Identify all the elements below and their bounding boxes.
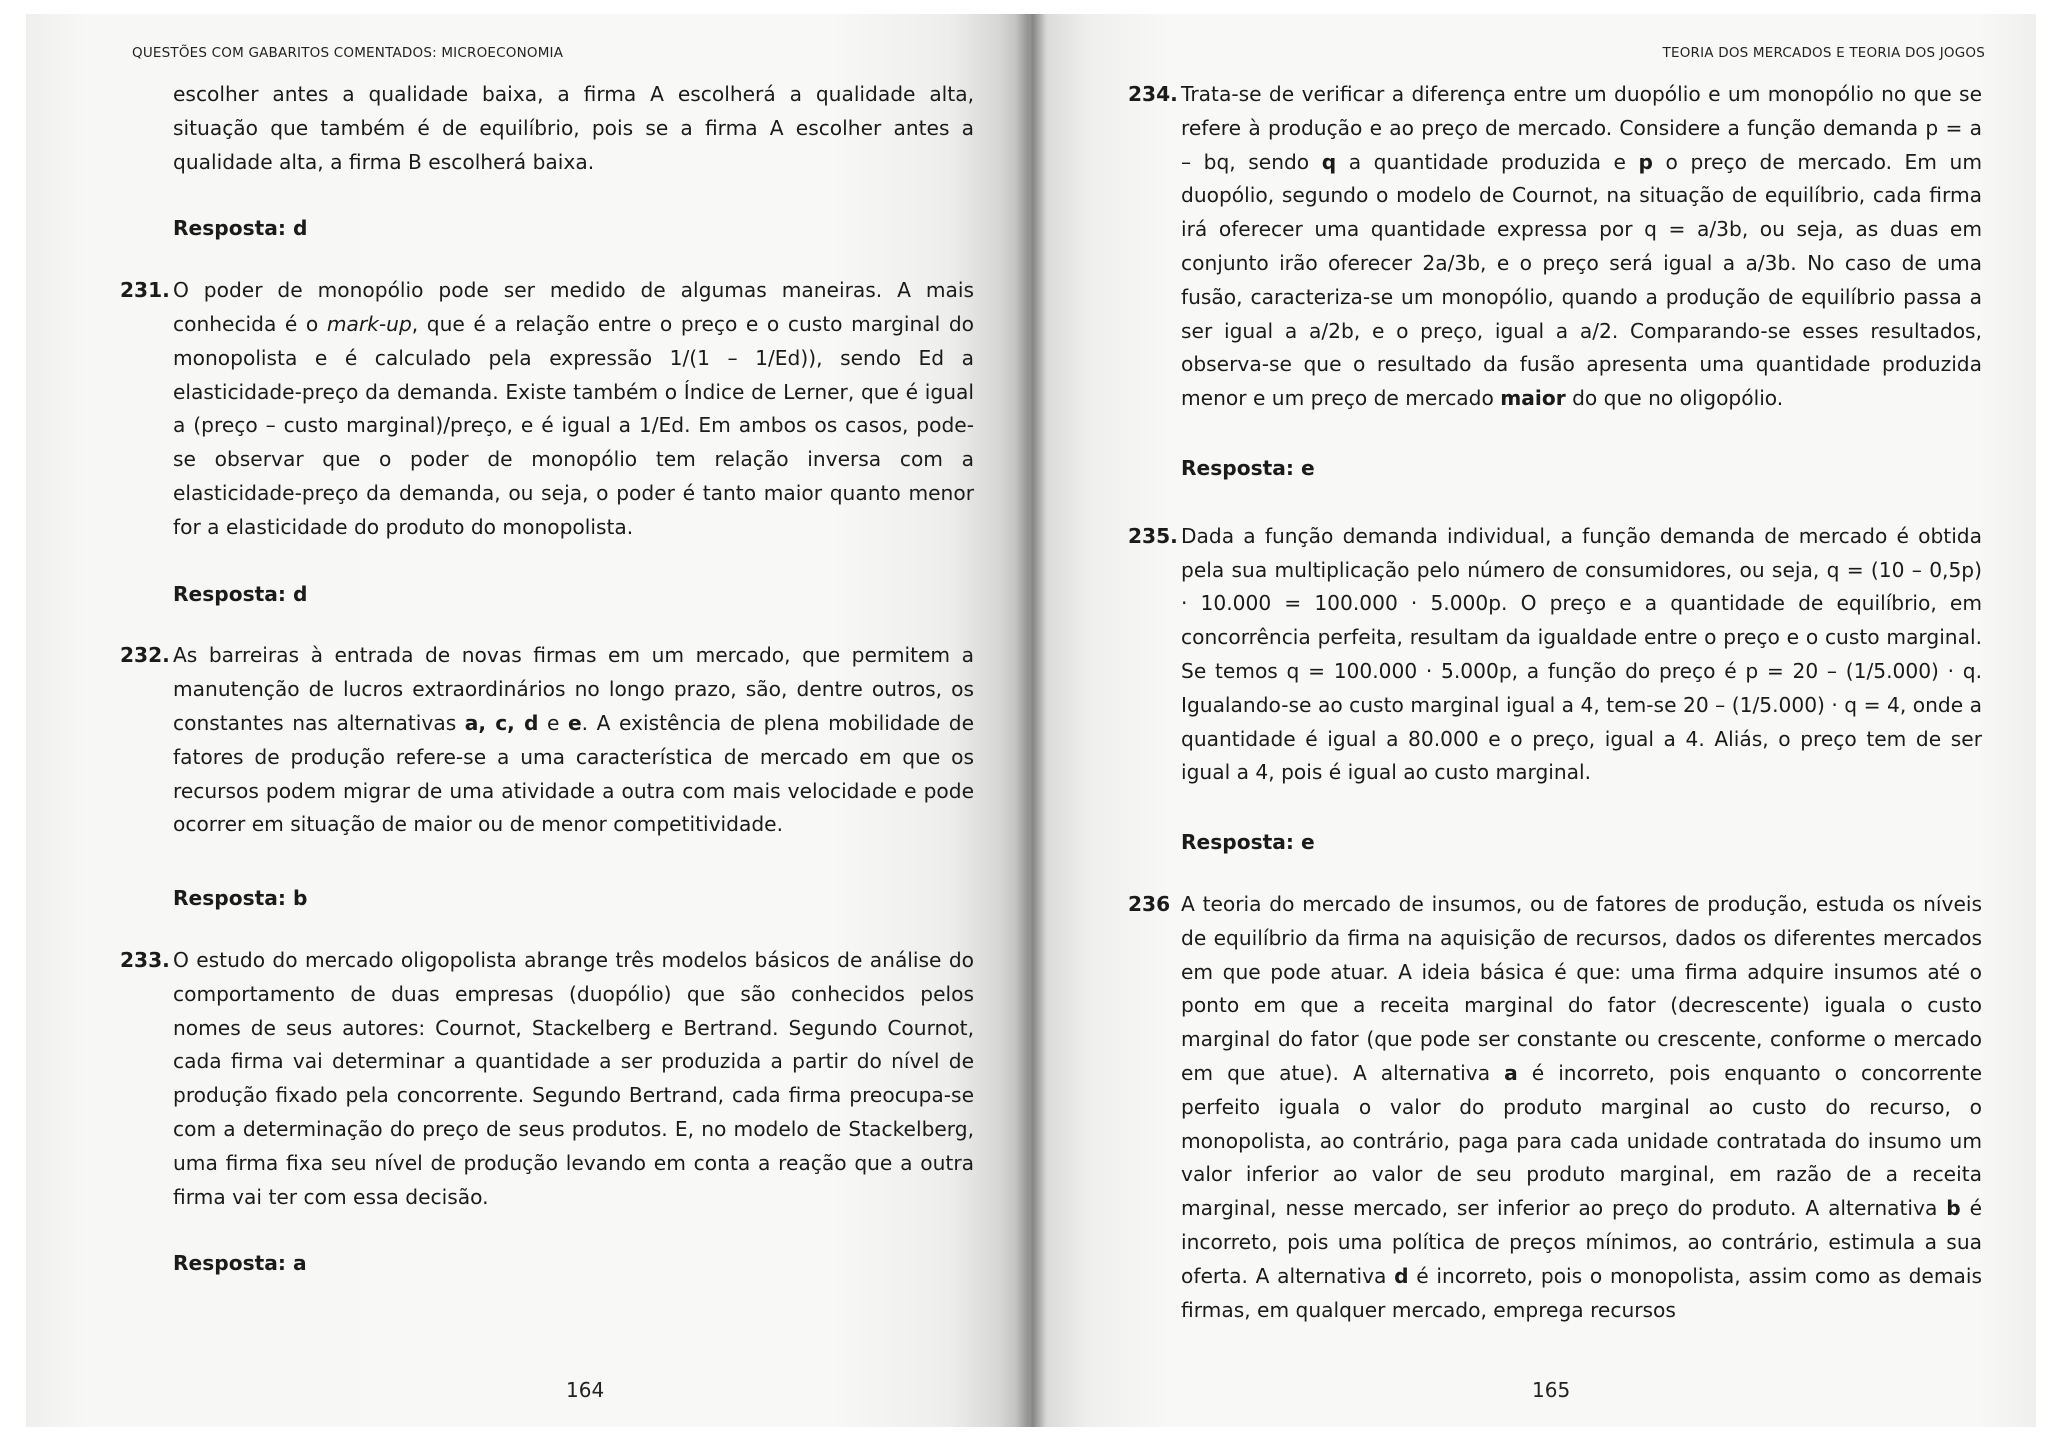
question-236 <box>1128 888 1982 1327</box>
answer-230: Resposta: d <box>173 216 308 241</box>
question-number-236: 236 <box>1128 891 1171 916</box>
question-233-text: O estudo do mercado oligopolista abrange três modelos básicos de análise do comportamento de duas empresas (duopólio) que são conhecidos pelos nomes de seus autores: Cournot, Stackelberg e Bertrand. Segundo Cournot, cada firma vai determinar a quantidade a ser produzida a partir do nível de produção fixado pela concorrente. Segundo Bertrand, cada firma preocupa-se com a determinação do preço de seus produtos. E, no modelo de Stackelberg, uma firma fixa seu nível de produção levando em conta a reação que a outra firma vai ter com essa decisão. <box>173 947 974 1209</box>
continuation-paragraph: escolher antes a qualidade baixa, a firma A escolherá a qualidade alta, situação que também é de equilíbrio, pois se a firma A escolher antes a qualidade alta, a firma B escolherá baixa. <box>173 82 974 174</box>
question-232 <box>120 639 974 842</box>
left-page <box>26 14 1029 1427</box>
running-head-left: QUESTÕES COM GABARITOS COMENTADOS: MICROECONOMIA <box>132 45 564 61</box>
question-231-text: O poder de monopólio pode ser medido de algumas maneiras. A mais conhecida é o mark-up, que é a relação entre o preço e o custo marginal do monopolista e é calculado pela expressão 1/(1 – 1/Ed)), sendo Ed a elasticidade-preço da demanda. Existe também o Índice de Lerner, que é igual a (preço – custo marginal)/preço, e é igual a 1/Ed. Em ambos os casos, pode-se observar que o poder de monopólio tem relação inversa com a elasticidade-preço da demanda, ou seja, o poder é tanto maior quanto menor for a elasticidade do produto do monopolista. <box>173 278 974 539</box>
question-234-text: Trata-se de verificar a diferença entre um duopólio e um monopólio no que se refere à produção e ao preço de mercado. Considere a função demanda p = a – bq, sendo q a quantidade produzida e p o preço de mercado. Em um duopólio, segundo o modelo de Cournot, na situação de equilíbrio, cada firma irá oferecer uma quantidade expressa por q = a/3b, ou seja, as duas em conjunto irão oferecer 2a/3b, e o preço será igual a a/3b. No caso de uma fusão, caracteriza-se um monopólio, quando a produção de equilíbrio passa a ser igual a a/2b, e o preço, igual a a/2. Comparando-se esses resultados, observa-se que o resultado da fusão apresenta uma quantidade produzida menor e um preço de mercado maior do que no oligopólio. <box>1181 82 1982 411</box>
answer-234: Resposta: e <box>1181 455 1315 480</box>
left-text-block <box>120 78 974 1309</box>
question-235 <box>1128 520 1982 790</box>
markup-term: mark-up <box>326 311 412 336</box>
question-231 <box>120 274 974 544</box>
question-233 <box>120 944 974 1214</box>
question-number-232: 232. <box>120 643 170 668</box>
answer-233: Resposta: a <box>173 1251 307 1276</box>
question-number-233: 233. <box>120 947 170 972</box>
question-236-text: A teoria do mercado de insumos, ou de fatores de produção, estuda os níveis de equilíbrio da firma na aquisição de recursos, dados os diferentes mercados em que pode atuar. A ideia básica é que: uma firma adquire insumos até o ponto em que a receita marginal do fator (decrescente) iguala o custo marginal do fator (que pode ser constante ou crescente, conforme o mercado em que atue). A alternativa a é incorreto, pois enquanto o concorrente perfeito iguala o valor do produto marginal ao custo do recurso, o monopolista, ao contrário, paga para cada unidade contratada do insumo um valor inferior ao valor de seu produto marginal, em razão de a receita marginal, nesse mercado, ser inferior ao preço do produto. A alternativa b é incorreto, pois uma política de preços mínimos, ao contrário, estimula a sua oferta. A alternativa d é incorreto, pois o monopolista, assim como as demais firmas, em qualquer mercado, emprega recursos <box>1181 891 1982 1322</box>
book-gutter <box>1016 14 1046 1427</box>
answer-232: Resposta: b <box>173 886 308 911</box>
question-number-234: 234. <box>1128 82 1178 106</box>
page-number-left: 164 <box>566 1378 605 1402</box>
answer-231: Resposta: d <box>173 581 308 606</box>
question-number-235: 235. <box>1128 523 1178 548</box>
answer-235: Resposta: e <box>1181 830 1315 855</box>
question-234 <box>1128 78 1982 416</box>
question-235-text: Dada a função demanda individual, a função demanda de mercado é obtida pela sua multiplicação pelo número de consumidores, ou seja, q = (10 – 0,5p) · 10.000 = 100.000 · 5.000p. O preço e a quantidade de equilíbrio, em concorrência perfeita, resultam da igualdade entre o preço e o custo marginal. Se temos q = 100.000 · 5.000p, a função do preço é p = 20 – (1/5.000) · q. Igualando-se ao custo marginal igual a 4, tem-se 20 – (1/5.000) · q = 4, onde a quantidade é igual a 80.000 e o preço, igual a 4. Aliás, o preço tem de ser igual a 4, pois é igual ao custo marginal. <box>1181 523 1982 785</box>
running-head-right: TEORIA DOS MERCADOS E TEORIA DOS JOGOS <box>1662 45 1985 61</box>
right-page <box>1029 14 2036 1427</box>
book-spread <box>26 14 2036 1427</box>
right-text-block <box>1128 78 1982 1327</box>
question-number-231: 231. <box>120 278 170 303</box>
page-number-right: 165 <box>1532 1378 1571 1402</box>
question-232-text: As barreiras à entrada de novas firmas em um mercado, que permitem a manutenção de lucros extraordinários no longo prazo, são, dentre outros, os constantes nas alternativas a, c, d e e. A existência de plena mobilidade de fatores de produção refere-se a uma característica de mercado em que os recursos podem migrar de uma atividade a outra com mais velocidade e pode ocorrer em situação de maior ou de menor competitividade. <box>173 643 974 837</box>
